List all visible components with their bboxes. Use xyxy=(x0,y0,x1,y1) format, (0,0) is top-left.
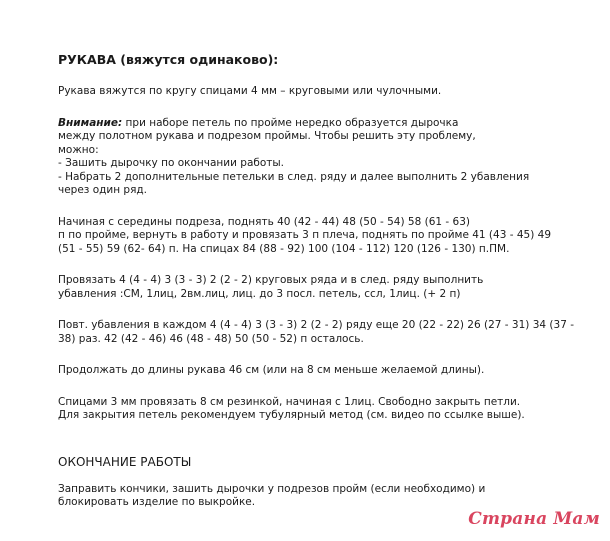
paragraph-finishing: Заправить кончики, зашить дырочки у подрезов пройм (если необходимо) и блокировать изделие по выкройке. xyxy=(58,482,486,508)
paragraph-warning xyxy=(58,117,598,198)
warning-label: Внимание: xyxy=(58,116,123,129)
watermark-logo: Страна Мам xyxy=(468,509,600,529)
warning-text: при наборе петель по пройме нередко образуется дырочка между полотном рукава и подрезом проймы. Чтобы решить эту проблему, можно: - Зашить дырочку по окончании работы. - Набрать 2 дополнительные петельки в след. ряду и далее выполнить 2 убавления через один ряд. xyxy=(58,116,530,196)
paragraph-ribbing: Спицами 3 мм провязать 8 см резинкой, начиная с 1лиц. Свободно закрыть петли. Для закрытия петель рекомендуем тубулярный метод (см. видео по ссылке выше). xyxy=(58,395,525,421)
paragraph-decreases: Провязать 4 (4 - 4) 3 (3 - 3) 2 (2 - 2) круговых ряда и в след. ряду выполнить убавления :СМ, 1лиц, 2вм.лиц, лиц. до 3 посл. петель, ссл, 1лиц. (+ 2 п) xyxy=(58,274,484,300)
paragraph-pickup: Начиная с середины подреза, поднять 40 (42 - 44) 48 (50 - 54) 58 (61 - 63) п по пройме, вернуть в работу и провязать 3 п плеча, поднять по пройме 41 (43 - 45) 49 (51 - 55) 59 (62- 64) п. На спицах 84 (88 - 92) 100 (104 - 112) 120 (126 - 130) п.ПМ. xyxy=(58,215,552,255)
section-title-sleeves: РУКАВА (вяжутся одинаково): xyxy=(58,52,279,67)
paragraph-intro: Рукава вяжутся по кругу спицами 4 мм – круговыми или чулочными. xyxy=(58,85,442,97)
document-page xyxy=(58,53,598,528)
paragraph-repeat: Повт. убавления в каждом 4 (4 - 4) 3 (3 - 3) 2 (2 - 2) ряду еще 20 (22 - 22) 26 (27 - 31) 34 (37 - 38) раз. 42 (42 - 46) 46 (48 - 48) 50 (50 - 52) п осталось. xyxy=(58,319,575,345)
section-title-finishing: ОКОНЧАНИЕ РАБОТЫ xyxy=(58,454,192,469)
paragraph-length: Продолжать до длины рукава 46 см (или на 8 см меньше желаемой длины). xyxy=(58,364,485,376)
